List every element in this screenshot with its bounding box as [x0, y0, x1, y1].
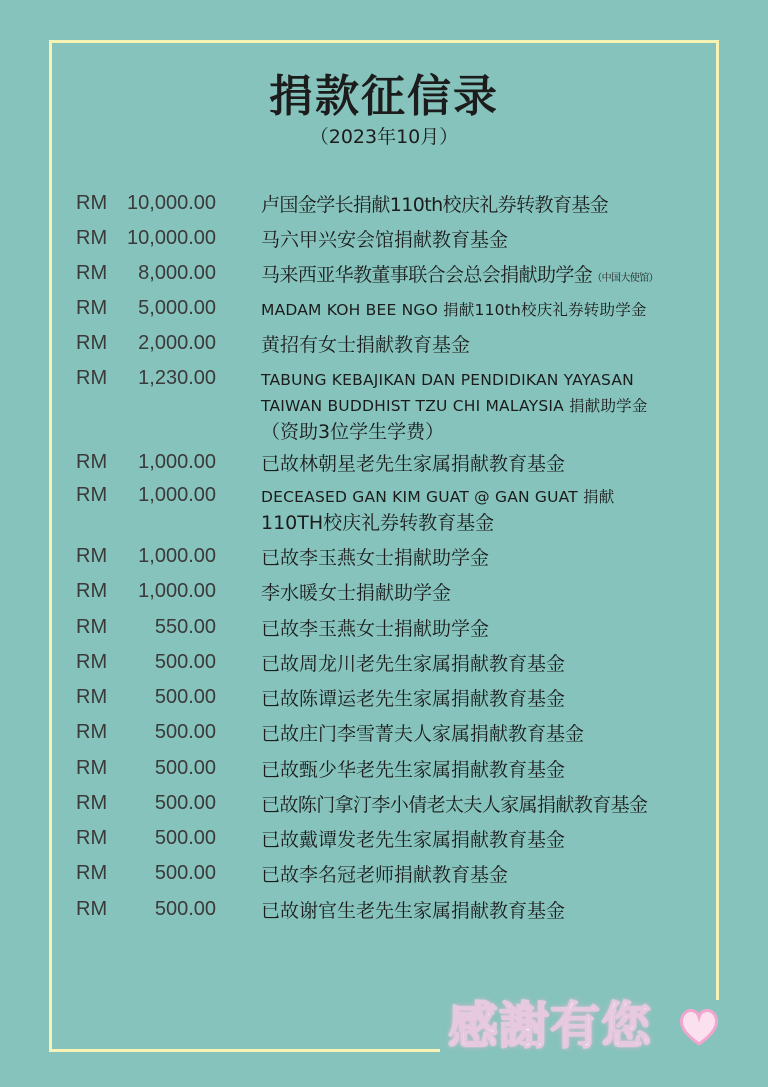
donation-amount: 2,000.00 — [138, 332, 216, 354]
currency-label: RM — [76, 367, 108, 389]
currency-label: RM — [76, 262, 108, 284]
currency-label: RM — [76, 332, 108, 354]
currency-label: RM — [76, 484, 108, 506]
donor-description — [261, 484, 731, 536]
donation-amount: 500.00 — [154, 721, 216, 743]
donor-description-line: TAIWAN BUDDHIST TZU CHI MALAYSIA 捐献助学金 — [261, 397, 648, 415]
donation-amount: 1,000.00 — [138, 451, 216, 473]
donor-description-line: 已故庄门李雪菁夫人家属捐献教育基金 — [261, 723, 585, 745]
donor-description-line: 已故甄少华老先生家属捐献教育基金 — [261, 759, 566, 781]
donor-description — [261, 227, 731, 253]
currency-label: RM — [76, 192, 108, 214]
donor-description — [261, 262, 731, 292]
donation-amount: 500.00 — [154, 686, 216, 708]
donor-description — [261, 545, 731, 571]
donor-description-line: 李水暖女士捐献助学金 — [261, 582, 452, 604]
currency-label: RM — [76, 227, 108, 249]
donor-description — [261, 651, 731, 677]
donor-description-line: 已故李名冠老师捐献教育基金 — [261, 864, 509, 886]
donation-amount: 1,000.00 — [138, 545, 216, 567]
donor-description — [261, 192, 731, 218]
page-title: 捐款征信录 — [269, 71, 499, 122]
donation-amount: 550.00 — [154, 616, 216, 638]
heart-icon — [676, 1004, 722, 1050]
currency-label: RM — [76, 862, 108, 884]
donor-description — [261, 827, 731, 853]
currency-label: RM — [76, 827, 108, 849]
donation-amount: 500.00 — [154, 757, 216, 779]
donor-description — [261, 616, 731, 642]
donor-description-line: 马六甲兴安会馆捐献教育基金 — [261, 229, 509, 251]
donor-note: （中国大使馆） — [592, 273, 659, 284]
donor-description-line: 已故陈谭运老先生家属捐献教育基金 — [261, 688, 566, 710]
donation-amount: 10,000.00 — [127, 227, 216, 249]
donor-description-line: 已故谢官生老先生家属捐献教育基金 — [261, 900, 566, 922]
donor-description-line: 已故陈门拿汀李小倩老太夫人家属捐献教育基金 — [261, 794, 648, 816]
donor-description — [261, 367, 731, 445]
donor-description-line: DECEASED GAN KIM GUAT @ GAN GUAT 捐献 — [261, 488, 615, 506]
currency-label: RM — [76, 651, 108, 673]
donation-amount: 500.00 — [154, 862, 216, 884]
donor-description — [261, 862, 731, 888]
donation-amount: 5,000.00 — [138, 297, 216, 319]
currency-label: RM — [76, 898, 108, 920]
donation-amount: 500.00 — [154, 898, 216, 920]
currency-label: RM — [76, 616, 108, 638]
donor-description-line: 已故戴谭发老先生家属捐献教育基金 — [261, 829, 566, 851]
currency-label: RM — [76, 297, 108, 319]
donation-amount: 1,000.00 — [138, 484, 216, 506]
donation-amount: 10,000.00 — [127, 192, 216, 214]
currency-label: RM — [76, 580, 108, 602]
donor-description-line: （资助3位学生学费） — [261, 421, 445, 443]
donation-amount: 8,000.00 — [138, 262, 216, 284]
donor-description — [261, 451, 731, 477]
currency-label: RM — [76, 721, 108, 743]
donor-description-line: 黄招有女士捐献教育基金 — [261, 334, 471, 356]
donor-description-line: MADAM KOH BEE NGO 捐献110th校庆礼券转助学金 — [261, 301, 647, 319]
donor-description-line: 卢国金学长捐献110th校庆礼券转教育基金 — [261, 194, 609, 216]
donor-description-line: 马来西亚华教董事联合会总会捐献助学金（中国大使馆） — [261, 264, 659, 286]
currency-label: RM — [76, 686, 108, 708]
donation-amount: 1,000.00 — [138, 580, 216, 602]
donation-amount: 500.00 — [154, 827, 216, 849]
donor-description — [261, 686, 731, 712]
donor-description — [261, 580, 731, 606]
donor-description — [261, 332, 731, 358]
donor-description — [261, 721, 731, 747]
currency-label: RM — [76, 451, 108, 473]
page-subtitle: （2023年10月） — [309, 126, 459, 148]
donation-amount: 1,230.00 — [138, 367, 216, 389]
donor-description-line: 已故李玉燕女士捐献助学金 — [261, 547, 490, 569]
donor-description — [261, 757, 731, 783]
donor-description-line: 110TH校庆礼券转教育基金 — [261, 512, 495, 534]
donation-amount: 500.00 — [154, 792, 216, 814]
currency-label: RM — [76, 792, 108, 814]
thanks-text: 感謝有您 — [448, 997, 652, 1055]
currency-label: RM — [76, 757, 108, 779]
donor-description — [261, 792, 731, 818]
currency-label: RM — [76, 545, 108, 567]
donor-description-line: 已故林朝星老先生家属捐献教育基金 — [261, 453, 566, 475]
donation-amount: 500.00 — [154, 651, 216, 673]
donor-description-line: 已故周龙川老先生家属捐献教育基金 — [261, 653, 566, 675]
donor-description — [261, 297, 731, 323]
donor-description-line: TABUNG KEBAJIKAN DAN PENDIDIKAN YAYASAN — [261, 371, 634, 389]
donor-description — [261, 898, 731, 924]
donor-description-line: 已故李玉燕女士捐献助学金 — [261, 618, 490, 640]
